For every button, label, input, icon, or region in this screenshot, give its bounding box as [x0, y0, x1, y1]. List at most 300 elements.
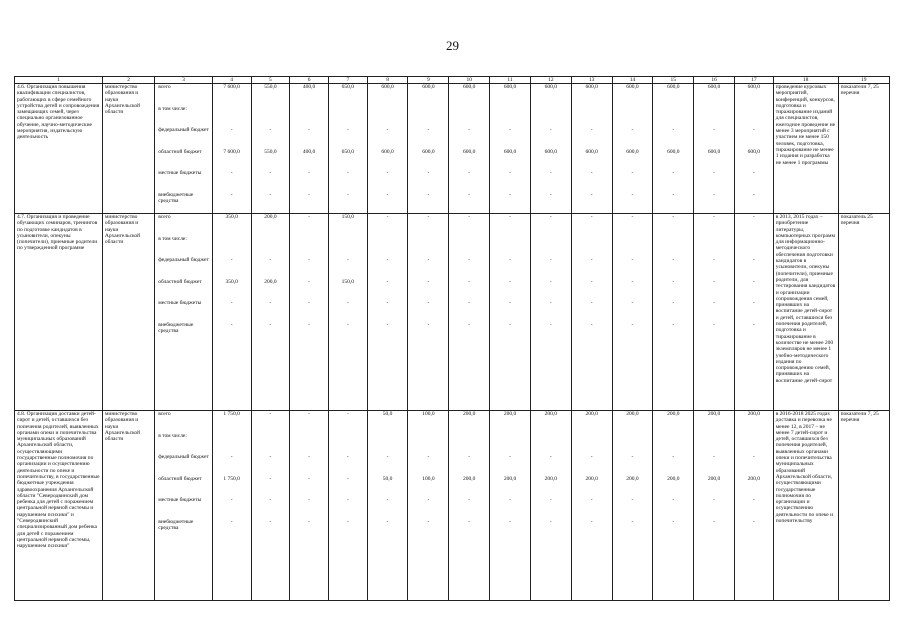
- funding-value: -: [509, 321, 511, 328]
- funding-source-label: внебюджетные средства: [158, 518, 194, 531]
- funding-value: 7 600,0: [223, 84, 240, 90]
- funding-value: -: [631, 278, 634, 285]
- funding-value: 600,0: [667, 84, 680, 90]
- funding-value: -: [752, 214, 755, 220]
- funding-value: -: [672, 191, 675, 198]
- value-cell: [290, 214, 329, 411]
- value-cell: [694, 411, 735, 601]
- funding-value: -: [308, 278, 311, 285]
- funding-value: 200,0: [747, 411, 761, 417]
- funding-source-label: в том числе:: [158, 432, 187, 439]
- funding-value: [370, 433, 406, 455]
- funding-value: -: [269, 497, 272, 503]
- measure-title: 4.8. Организация доставки детей-сирот и детей, оставшихся без попечения родителей, выявленных органами опеки и попечительства муниципальных образований Архангельской области, осуществляющими государственные полномочия по организации и осуществлению деятельности по опеке и попечительству, в государственные бюджетные учреждения здравоохранения Архангельской области "Северодвинский дом ребенка для детей с поражением центральной нервной системы и нарушением психики" и "Северодвинский специализированный дом ребенка для детей с поражением центральной нервной системы, нарушением психики": [15, 411, 103, 601]
- funding-value: -: [590, 127, 593, 133]
- value-cell: [571, 84, 612, 214]
- column-number: 17: [734, 77, 773, 84]
- value-cell: [612, 214, 653, 411]
- funding-value: -: [713, 191, 715, 198]
- funding-value: -: [468, 321, 471, 328]
- funding-value: 50,0: [382, 475, 393, 482]
- column-number: 6: [290, 77, 329, 84]
- funding-value: [615, 106, 651, 128]
- funding-value: -: [386, 191, 389, 198]
- funding-value: -: [509, 278, 511, 285]
- funding-value: -: [549, 257, 552, 263]
- funding-value: -: [590, 497, 593, 503]
- funding-value: -: [631, 518, 634, 525]
- funding-value: -: [427, 321, 430, 328]
- funding-value: 600,0: [747, 148, 761, 155]
- funding-value: -: [713, 278, 715, 285]
- funding-value: [655, 106, 691, 128]
- funding-value: -: [346, 518, 349, 525]
- funding-value: -: [752, 278, 755, 285]
- funding-value: -: [752, 454, 755, 460]
- funding-value: 1 750,0: [223, 475, 240, 482]
- funding-value: -: [631, 300, 634, 306]
- funding-value: 550,0: [264, 148, 277, 155]
- value-cell: [490, 84, 531, 214]
- value-cell: [367, 84, 408, 214]
- funding-value: -: [346, 321, 349, 328]
- funding-value: -: [509, 518, 511, 525]
- column-numbers-row: [15, 77, 890, 84]
- funding-value: -: [427, 518, 430, 525]
- funding-value: [737, 236, 771, 258]
- value-cell: [328, 411, 367, 601]
- executor: министерство образования и науки Архангельской области: [102, 84, 154, 214]
- funding-value: -: [713, 454, 715, 460]
- funding-value: 200,0: [667, 475, 680, 482]
- value-cell: [653, 411, 694, 601]
- funding-source-label: федеральный бюджет: [158, 257, 209, 263]
- value-cell: [571, 214, 612, 411]
- funding-value: -: [590, 518, 593, 525]
- value-cell: [694, 84, 735, 214]
- funding-value: 600,0: [667, 148, 680, 155]
- expected-result: в 2016-2018 2025 годах доставка и перевозка не менее 12, в 2017 – не менее 7 детей-сирот и детей, оставшихся без попечения родителей, выявленных органами опеки и попечительства муниципальных образований Архангельской области, осуществляющими государственные полномочия по организации и осуществлению деятельности по опеке и попечительству: [773, 411, 838, 601]
- funding-value: -: [427, 191, 430, 198]
- value-cell: [367, 214, 408, 411]
- column-number: 18: [773, 77, 838, 84]
- funding-value: 600,0: [747, 84, 761, 90]
- funding-source-label: всего: [158, 214, 171, 220]
- funding-value: 600,0: [626, 84, 639, 90]
- funding-value: 600,0: [544, 148, 558, 155]
- funding-value: -: [269, 170, 272, 176]
- funding-value: 200,0: [264, 278, 277, 285]
- funding-value: -: [269, 191, 272, 198]
- funding-value: 600,0: [626, 148, 639, 155]
- funding-value: [615, 236, 651, 258]
- funding-value: -: [386, 518, 389, 525]
- funding-value: -: [590, 321, 593, 328]
- funding-value: 550,0: [264, 84, 277, 90]
- value-cell: [328, 214, 367, 411]
- funding-value: -: [713, 497, 715, 503]
- funding-value: -: [427, 127, 430, 133]
- funding-value: 100,0: [422, 475, 435, 482]
- funding-source-label: всего: [158, 411, 171, 417]
- funding-value: -: [427, 278, 430, 285]
- funding-value: -: [269, 300, 272, 306]
- funding-value: -: [308, 518, 311, 525]
- funding-value: -: [468, 127, 471, 133]
- funding-value: [410, 433, 446, 455]
- funding-value: -: [386, 321, 389, 328]
- funding-value: -: [386, 300, 389, 306]
- funding-value: -: [549, 497, 552, 503]
- funding-value: -: [631, 214, 634, 220]
- funding-value: -: [549, 127, 552, 133]
- column-number: 12: [530, 77, 571, 84]
- executor: министерство образования и науки Архангельской области: [102, 411, 154, 601]
- funding-value: [696, 106, 732, 128]
- funding-value: -: [386, 170, 389, 176]
- funding-value: [215, 433, 249, 455]
- funding-value: -: [631, 454, 634, 460]
- funding-value: 600,0: [422, 84, 435, 90]
- value-cell: [408, 411, 449, 601]
- funding-value: -: [672, 454, 675, 460]
- funding-value: [737, 433, 771, 455]
- funding-value: -: [672, 518, 675, 525]
- funding-value: -: [230, 257, 233, 263]
- value-cell: [734, 411, 773, 601]
- funding-value: -: [230, 321, 233, 328]
- funding-value: 200,0: [544, 411, 558, 417]
- funding-value: [292, 236, 326, 258]
- funding-value: 200,0: [264, 214, 277, 220]
- funding-value: [533, 106, 569, 128]
- value-cell: [530, 214, 571, 411]
- funding-value: -: [752, 518, 755, 525]
- funding-value: 600,0: [707, 84, 721, 90]
- funding-value: -: [468, 191, 471, 198]
- column-number: 2: [102, 77, 154, 84]
- funding-value: -: [386, 454, 389, 460]
- funding-value: 200,0: [463, 411, 476, 417]
- funding-value: [615, 433, 651, 455]
- funding-value: 600,0: [503, 148, 517, 155]
- funding-value: -: [230, 127, 233, 133]
- funding-value: -: [752, 191, 755, 198]
- funding-source-label: местные бюджеты: [158, 300, 202, 306]
- funding-value: -: [631, 497, 634, 503]
- funding-value: [696, 236, 732, 258]
- funding-value: -: [590, 278, 593, 285]
- funding-source-label: федеральный бюджет: [158, 454, 209, 460]
- value-cell: [212, 411, 251, 601]
- funding-value: -: [713, 300, 715, 306]
- value-cell: [251, 411, 290, 601]
- funding-value: -: [308, 191, 311, 198]
- page-number: 29: [446, 38, 459, 53]
- funding-value: -: [631, 191, 634, 198]
- funding-value: [574, 236, 610, 258]
- funding-value: -: [308, 454, 311, 460]
- funding-value: [533, 236, 569, 258]
- value-cell: [328, 84, 367, 214]
- funding-value: 650,0: [341, 148, 354, 155]
- funding-value: 600,0: [422, 148, 435, 155]
- column-number: 14: [612, 77, 653, 84]
- funding-value: -: [713, 321, 715, 328]
- funding-value: -: [672, 300, 675, 306]
- indicators: показатели 7, 25 перечня: [838, 84, 889, 214]
- funding-value: 600,0: [463, 148, 476, 155]
- value-cell: [212, 84, 251, 214]
- funding-value: [451, 236, 487, 258]
- funding-source-label: всего: [158, 84, 171, 90]
- funding-value: [492, 236, 528, 258]
- funding-value: [737, 106, 771, 128]
- value-cell: [653, 84, 694, 214]
- funding-value: [451, 433, 487, 455]
- funding-value: 150,0: [341, 214, 354, 220]
- funding-source-label: областной бюджет: [158, 148, 202, 155]
- funding-value: 200,0: [585, 411, 598, 417]
- funding-value: -: [590, 214, 593, 220]
- funding-value: [331, 433, 365, 455]
- funding-value: -: [713, 127, 715, 133]
- value-cell: [251, 84, 290, 214]
- funding-value: 600,0: [544, 84, 558, 90]
- funding-value: -: [590, 300, 593, 306]
- funding-value: -: [509, 497, 511, 503]
- value-cell: [367, 411, 408, 601]
- funding-value: -: [269, 411, 272, 417]
- column-number: 4: [212, 77, 251, 84]
- funding-value: -: [590, 257, 593, 263]
- table-row: [15, 214, 890, 411]
- funding-value: 200,0: [626, 411, 639, 417]
- funding-value: -: [631, 170, 634, 176]
- funding-value: [254, 433, 288, 455]
- funding-value: -: [427, 170, 430, 176]
- value-cell: [408, 214, 449, 411]
- funding-value: -: [346, 257, 349, 263]
- funding-value: -: [386, 127, 389, 133]
- funding-value: 7 600,0: [223, 148, 240, 155]
- funding-value: -: [230, 170, 233, 176]
- funding-value: -: [427, 497, 430, 503]
- funding-value: -: [509, 170, 511, 176]
- funding-value: -: [269, 257, 272, 263]
- column-number: 5: [251, 77, 290, 84]
- measure-title: 4.6. Организация повышения квалификации специалистов, работающих в сфере семейного устройства детей и сопровождения замещающих семей, через специально организованное обучение, научно-методические мероприятия, издательскую деятельность: [15, 84, 103, 214]
- funding-value: -: [509, 300, 511, 306]
- funding-value: 200,0: [707, 411, 721, 417]
- funding-value: -: [590, 191, 593, 198]
- funding-value: [655, 236, 691, 258]
- funding-value: -: [308, 475, 311, 482]
- funding-value: -: [230, 300, 233, 306]
- funding-value: -: [308, 300, 311, 306]
- funding-value: -: [549, 321, 552, 328]
- column-number: 7: [328, 77, 367, 84]
- funding-value: -: [427, 454, 430, 460]
- funding-value: -: [346, 127, 349, 133]
- value-cell: [290, 84, 329, 214]
- funding-value: -: [631, 127, 634, 133]
- value-cell: [530, 411, 571, 601]
- funding-value: 600,0: [707, 148, 721, 155]
- funding-value: -: [672, 278, 675, 285]
- funding-value: -: [230, 497, 233, 503]
- column-number: 8: [367, 77, 408, 84]
- funding-value: -: [386, 278, 389, 285]
- funding-value: -: [468, 214, 471, 220]
- value-cell: [571, 411, 612, 601]
- value-cell: [734, 84, 773, 214]
- funding-source-label: областной бюджет: [158, 475, 202, 482]
- funding-value: -: [468, 278, 471, 285]
- funding-value: 200,0: [503, 411, 517, 417]
- funding-value: [655, 433, 691, 455]
- funding-value: 350,0: [225, 214, 238, 220]
- funding-value: [254, 236, 288, 258]
- funding-value: [410, 106, 446, 128]
- funding-value: -: [346, 191, 349, 198]
- funding-value: -: [509, 191, 511, 198]
- funding-value: -: [386, 497, 389, 503]
- funding-value: -: [509, 454, 511, 460]
- funding-value: 600,0: [463, 84, 476, 90]
- value-cell: [408, 84, 449, 214]
- funding-value: -: [468, 454, 471, 460]
- funding-value: -: [269, 518, 272, 525]
- funding-value: -: [346, 475, 349, 482]
- value-cell: [449, 214, 490, 411]
- expected-result: проведение курсовых мероприятий, конференций, конкурсов, подготовка и тиражирование изданий для специалистов, ежегодное проведение не менее 3 мероприятий с участием не менее 150 человек, подготовка, тиражирование не менее 1 издания и разработка не менее 1 программы: [773, 84, 838, 214]
- funding-value: [533, 433, 569, 455]
- measure-title: 4.7. Организация и проведение обучающих семинаров, тренингов по подготовке кандидатов в усыновители, опекуны (попечители), приемные родители по утвержденной программе: [15, 214, 103, 411]
- executor: министерство образования и науки Архангельской области: [102, 214, 154, 411]
- table-row: [15, 84, 890, 214]
- funding-value: [292, 106, 326, 128]
- funding-value: [410, 236, 446, 258]
- funding-value: [215, 236, 249, 258]
- funding-value: 1 750,0: [223, 411, 240, 417]
- funding-value: -: [468, 170, 471, 176]
- funding-value: -: [468, 300, 471, 306]
- funding-source-label: местные бюджеты: [158, 497, 202, 503]
- funding-value: [574, 106, 610, 128]
- value-cell: [212, 214, 251, 411]
- funding-value: -: [713, 257, 715, 263]
- funding-value: -: [427, 257, 430, 263]
- funding-value: 200,0: [503, 475, 517, 482]
- funding-value: 600,0: [585, 84, 598, 90]
- funding-value: -: [752, 127, 755, 133]
- funding-source-label: внебюджетные средства: [158, 191, 194, 204]
- funding-value: -: [713, 518, 715, 525]
- funding-value: 200,0: [747, 475, 761, 482]
- funding-value: 200,0: [585, 475, 598, 482]
- funding-value: 100,0: [422, 411, 435, 417]
- program-table: [14, 76, 890, 601]
- funding-value: -: [230, 191, 233, 198]
- funding-value: 400,0: [302, 84, 316, 90]
- funding-value: -: [549, 191, 552, 198]
- funding-value: 600,0: [503, 84, 517, 90]
- funding-value: -: [713, 214, 715, 220]
- funding-value: -: [308, 411, 311, 417]
- funding-value: -: [672, 497, 675, 503]
- funding-value: -: [308, 170, 311, 176]
- value-cell: [490, 411, 531, 601]
- value-cell: [734, 214, 773, 411]
- funding-value: -: [346, 454, 349, 460]
- funding-value: -: [468, 497, 471, 503]
- funding-value: -: [427, 214, 430, 220]
- value-cell: [612, 84, 653, 214]
- funding-value: -: [590, 454, 593, 460]
- column-number: 19: [838, 77, 889, 84]
- funding-value: -: [346, 497, 349, 503]
- value-cell: [290, 411, 329, 601]
- funding-value: -: [308, 127, 311, 133]
- funding-value: -: [549, 170, 552, 176]
- funding-value: -: [346, 170, 349, 176]
- funding-value: 600,0: [381, 148, 394, 155]
- funding-value: -: [672, 127, 675, 133]
- indicators: показатели 7, 25 перечня: [838, 411, 889, 601]
- indicators: показатель 25 перечня: [838, 214, 889, 411]
- funding-value: [331, 106, 365, 128]
- funding-value: -: [230, 454, 233, 460]
- funding-source-label: в том числе:: [158, 105, 187, 112]
- funding-value: [215, 106, 249, 128]
- funding-value: 50,0: [382, 411, 393, 417]
- funding-value: -: [713, 170, 715, 176]
- funding-value: [492, 433, 528, 455]
- funding-sources: [155, 411, 213, 601]
- funding-value: -: [269, 321, 272, 328]
- funding-value: 400,0: [302, 148, 316, 155]
- funding-value: -: [386, 214, 389, 220]
- funding-value: 600,0: [585, 148, 598, 155]
- value-cell: [449, 411, 490, 601]
- funding-value: [696, 433, 732, 455]
- funding-value: -: [549, 214, 552, 220]
- table-row: [15, 411, 890, 601]
- funding-value: -: [631, 321, 634, 328]
- funding-value: -: [549, 300, 552, 306]
- value-cell: [612, 411, 653, 601]
- value-cell: [449, 84, 490, 214]
- funding-value: [451, 106, 487, 128]
- funding-value: -: [427, 300, 430, 306]
- funding-value: [370, 106, 406, 128]
- funding-source-label: федеральный бюджет: [158, 127, 209, 133]
- funding-source-label: внебюджетные средства: [158, 321, 194, 334]
- funding-value: -: [509, 127, 511, 133]
- value-cell: [251, 214, 290, 411]
- funding-value: -: [752, 300, 755, 306]
- funding-value: 200,0: [707, 475, 721, 482]
- funding-value: [492, 106, 528, 128]
- column-number: 16: [694, 77, 735, 84]
- column-number: 10: [449, 77, 490, 84]
- funding-value: -: [549, 278, 552, 285]
- funding-source-label: местные бюджеты: [158, 170, 202, 176]
- column-number: 1: [15, 77, 103, 84]
- funding-value: 200,0: [626, 475, 639, 482]
- column-number: 15: [653, 77, 694, 84]
